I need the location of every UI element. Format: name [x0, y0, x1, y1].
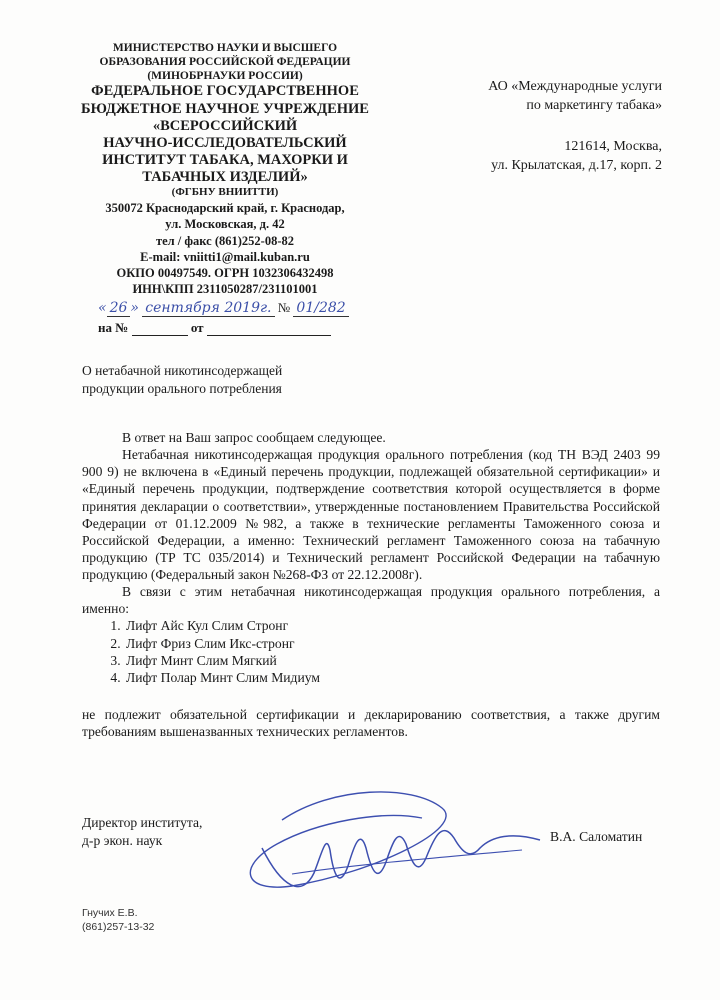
product-list — [82, 617, 660, 686]
addressee-street: ул. Крылатская, д.17, корп. 2 — [491, 157, 662, 173]
handwritten-signature — [222, 778, 552, 908]
addressee-org-line-1: АО «Международные услуги — [488, 79, 662, 94]
signer-position: Директор института, — [82, 815, 203, 830]
reference-from-label: от — [190, 320, 204, 335]
ministry-name: МИНИСТЕРСТВО НАУКИ И ВЫСШЕГО ОБРАЗОВАНИЯ РОССИЙСКОЙ ФЕДЕРАЦИИ (МИНОБРНАУКИ РОССИИ) — [99, 42, 351, 82]
executor-name: Гнучих Е.В. — [82, 907, 138, 919]
letterhead — [62, 42, 388, 298]
institution-abbreviation: (ФГБНУ ВНИИТТИ) — [171, 186, 279, 199]
registration-number-label: № — [277, 300, 291, 315]
letter-subject: О нетабачной никотинсодержащей продукции орального потребления — [82, 363, 283, 397]
reference-number-blank — [132, 323, 188, 336]
signature-block — [82, 814, 202, 849]
list-item: 1. Лифт Айс Кул Слим Стронг — [124, 617, 660, 634]
reference-label: на № — [98, 320, 129, 335]
addressee-block — [422, 78, 662, 176]
address-line-2: ул. Московская, д. 42 — [165, 217, 285, 232]
body-closing: не подлежит обязательной сертификации и декларированию соответствия, а также другим требованиям вышеназванных технических регламентов. — [82, 706, 660, 739]
phone-fax: тел / факс (861)252-08-82 — [155, 233, 295, 248]
list-item: 2. Лифт Фриз Слим Икс-стронг — [124, 635, 660, 652]
inn-kpp: ИНН\КПП 2311050287/231101001 — [132, 282, 318, 297]
executor-info — [82, 906, 154, 934]
reference-line — [98, 320, 331, 336]
registration-day: 26 — [107, 300, 131, 317]
signer-degree: д-р экон. наук — [82, 832, 163, 848]
registration-quote-close: » — [130, 300, 139, 316]
registration-number: 01/282 — [293, 300, 348, 317]
body-paragraph-2: В связи с этим нетабачная никотинсодержащая продукция орального потребления, а именно: — [82, 584, 660, 617]
registration-line — [98, 300, 368, 317]
registration-quote-open: « — [98, 300, 107, 316]
letter-body — [82, 429, 660, 740]
executor-phone: (861)257-13-32 — [82, 921, 155, 934]
signer-name: В.А. Саломатин — [550, 829, 643, 844]
addressee-city: 121614, Москва, — [564, 138, 662, 154]
reference-date-blank — [207, 323, 331, 336]
registration-month-year: сентября 2019г. — [142, 300, 274, 317]
email: E-mail: vniitti1@mail.kuban.ru — [140, 249, 310, 264]
body-intro: В ответ на Ваш запрос сообщаем следующее. — [122, 430, 386, 445]
institution-name: ФЕДЕРАЛЬНОЕ ГОСУДАРСТВЕННОЕ БЮДЖЕТНОЕ НАУЧНОЕ УЧРЕЖДЕНИЕ «ВСЕРОССИЙСКИЙ НАУЧНО-ИССЛЕДОВАТЕЛЬСКИЙ ИНСТИТУТ ТАБАКА, МАХОРКИ И ТАБАЧНЫХ ИЗДЕЛИЙ» — [81, 83, 369, 185]
addressee-org-line-2: по маркетингу табака» — [526, 97, 662, 113]
list-item: 4. Лифт Полар Минт Слим Мидиум — [124, 669, 660, 686]
list-item: 3. Лифт Минт Слим Мягкий — [124, 652, 660, 669]
okpo-ogrn: ОКПО 00497549. ОГРН 1032306432498 — [116, 266, 334, 281]
address-line-1: 350072 Краснодарский край, г. Краснодар, — [105, 201, 345, 216]
body-paragraph-1: Нетабачная никотинсодержащая продукция орального потребления (код ТН ВЭД 2403 99 900 9) не включена в «Единый перечень продукции, подлежащей обязательной сертификации» и «Единый перечень продукции, подтверждение соответствия которой осуществляется в форме принятия декларации о соответствии», утвержденные постановлением Правительства Российской Федерации от 01.12.2009 №982, а также в технические регламенты Таможенного союза и Российской Федерации, а именно: Технический регламент Таможенного союза на табачную продукцию (ТР ТС 035/2014) и Технический регламент Российской Федерации на табачную продукцию (Федеральный закон №268-ФЗ от 22.12.2008г). — [82, 447, 660, 582]
